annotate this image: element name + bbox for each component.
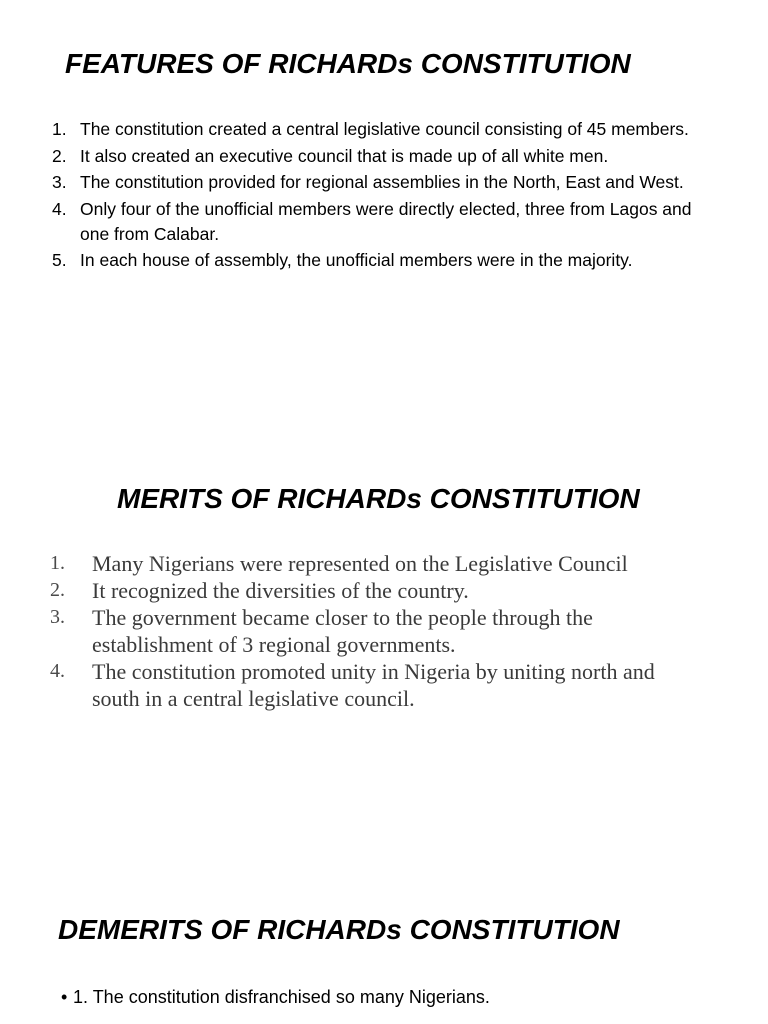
list-item <box>52 248 722 273</box>
features-list <box>52 117 722 275</box>
merits-list <box>50 550 700 712</box>
item-text: The constitution created a central legislative council consisting of 45 members. <box>80 119 689 139</box>
item-number: 4. <box>52 198 67 219</box>
list-item <box>50 550 700 577</box>
item-number: 3. <box>52 172 67 192</box>
item-number: 2. <box>52 145 67 166</box>
merits-heading: MERITS OF RICHARDs CONSTITUTION <box>117 483 640 514</box>
list-item <box>52 144 722 169</box>
item-text: The constitution promoted unity in Nigeria by uniting north and south in a central legislative council. <box>92 659 655 711</box>
list-item <box>50 658 700 712</box>
item-text: In each house of assembly, the unofficial members were in the majority. <box>80 250 633 270</box>
demerits-heading: DEMERITS OF RICHARDs CONSTITUTION <box>58 914 620 945</box>
item-text: 1. The constitution disfranchised so many Nigerians. <box>73 987 490 1007</box>
list-item <box>50 604 700 658</box>
item-number: 4. <box>50 660 65 682</box>
item-text: The government became closer to the people through the establishment of 3 regional governments. <box>92 605 593 657</box>
item-text: It recognized the diversities of the country. <box>92 578 469 603</box>
item-number: 2. <box>50 579 65 601</box>
item-number: 1. <box>50 552 65 574</box>
list-item <box>52 117 722 142</box>
item-number: 1. <box>52 119 67 139</box>
item-number: 5. <box>52 250 67 270</box>
bullet-icon: • <box>61 987 68 1007</box>
list-item <box>50 577 700 604</box>
item-text: Many Nigerians were represented on the Legislative Council <box>92 551 628 576</box>
demerits-list <box>61 984 741 1010</box>
features-heading: FEATURES OF RICHARDs CONSTITUTION <box>65 48 631 79</box>
list-item <box>61 984 741 1010</box>
item-text: It also created an executive council that is made up of all white men. <box>80 145 609 166</box>
item-number: 3. <box>50 606 65 628</box>
item-text: The constitution provided for regional assemblies in the North, East and West. <box>80 172 684 192</box>
item-text: Only four of the unofficial members were directly elected, three from Lagos and one from Calabar. <box>80 198 692 244</box>
list-item <box>52 170 722 195</box>
list-item <box>52 197 722 247</box>
